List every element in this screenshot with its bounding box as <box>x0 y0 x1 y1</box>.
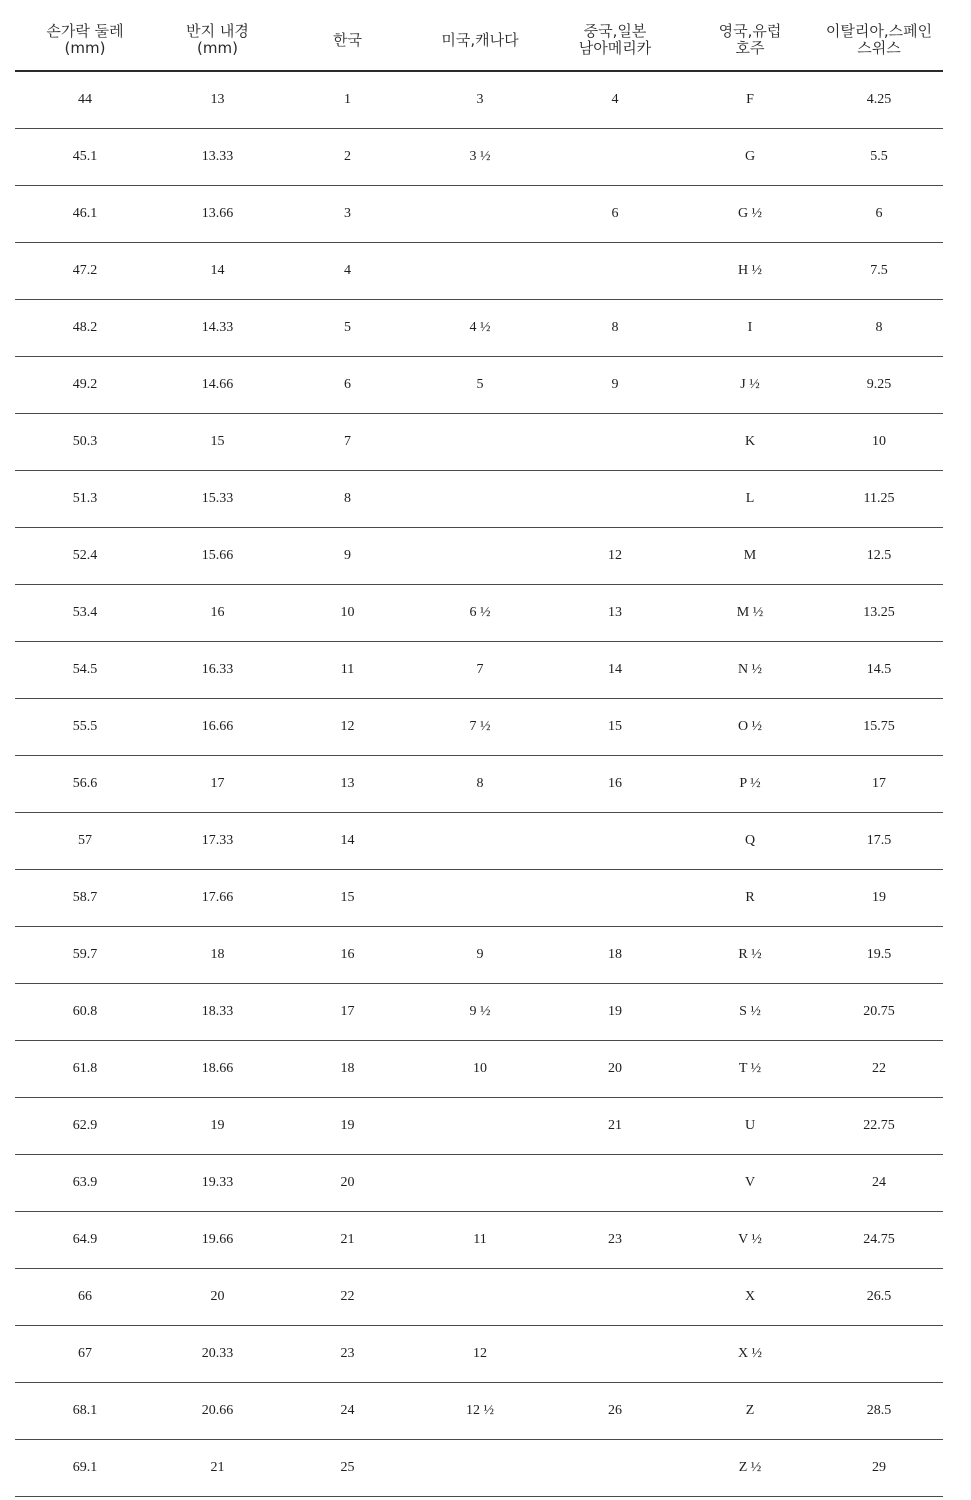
cell-uk-europe-australia: O ½ <box>685 699 815 756</box>
cell-usa-canada: 5 <box>415 357 545 414</box>
cell-uk-europe-australia: P ½ <box>685 756 815 813</box>
cell-inner-diameter: 15.66 <box>155 528 280 585</box>
cell-usa-canada: 3 ½ <box>415 129 545 186</box>
cell-inner-diameter: 18.33 <box>155 984 280 1041</box>
cell-finger-circumference: 59.7 <box>15 927 155 984</box>
cell-korea: 17 <box>280 984 415 1041</box>
cell-finger-circumference: 48.2 <box>15 300 155 357</box>
cell-china-japan-south-america <box>545 471 685 528</box>
table-row <box>15 642 943 699</box>
cell-finger-circumference: 50.3 <box>15 414 155 471</box>
cell-inner-diameter: 17.66 <box>155 870 280 927</box>
table-row <box>15 471 943 528</box>
cell-finger-circumference: 53.4 <box>15 585 155 642</box>
cell-uk-europe-australia: T ½ <box>685 1041 815 1098</box>
cell-italy-spain-switzerland: 20.75 <box>815 984 943 1041</box>
table-row <box>15 186 943 243</box>
cell-uk-europe-australia: S ½ <box>685 984 815 1041</box>
cell-inner-diameter: 16.66 <box>155 699 280 756</box>
cell-uk-europe-australia: R ½ <box>685 927 815 984</box>
cell-korea: 8 <box>280 471 415 528</box>
table-body <box>15 71 943 1497</box>
cell-china-japan-south-america <box>545 129 685 186</box>
cell-inner-diameter: 17.33 <box>155 813 280 870</box>
table-row <box>15 300 943 357</box>
cell-korea: 12 <box>280 699 415 756</box>
cell-korea: 9 <box>280 528 415 585</box>
cell-finger-circumference: 69.1 <box>15 1440 155 1497</box>
cell-usa-canada <box>415 186 545 243</box>
cell-usa-canada <box>415 1155 545 1212</box>
cell-italy-spain-switzerland: 14.5 <box>815 642 943 699</box>
cell-usa-canada: 6 ½ <box>415 585 545 642</box>
cell-uk-europe-australia: X <box>685 1269 815 1326</box>
cell-korea: 7 <box>280 414 415 471</box>
header-finger-circumference: 손가락 둘레 (mm) <box>15 10 155 71</box>
cell-italy-spain-switzerland: 17 <box>815 756 943 813</box>
cell-usa-canada <box>415 813 545 870</box>
cell-italy-spain-switzerland: 4.25 <box>815 71 943 129</box>
cell-china-japan-south-america: 26 <box>545 1383 685 1440</box>
cell-uk-europe-australia: I <box>685 300 815 357</box>
cell-italy-spain-switzerland: 24.75 <box>815 1212 943 1269</box>
cell-inner-diameter: 18.66 <box>155 1041 280 1098</box>
header-china-japan-south-america: 중국,일본 남아메리카 <box>545 10 685 71</box>
table-row <box>15 1041 943 1098</box>
header-italy-spain-switzerland: 이탈리아,스페인 스위스 <box>815 10 943 71</box>
cell-usa-canada <box>415 870 545 927</box>
cell-china-japan-south-america: 14 <box>545 642 685 699</box>
table-row <box>15 1269 943 1326</box>
table-row <box>15 1155 943 1212</box>
cell-usa-canada: 10 <box>415 1041 545 1098</box>
cell-korea: 10 <box>280 585 415 642</box>
cell-inner-diameter: 19 <box>155 1098 280 1155</box>
cell-usa-canada: 9 ½ <box>415 984 545 1041</box>
table-row <box>15 528 943 585</box>
cell-inner-diameter: 20 <box>155 1269 280 1326</box>
cell-finger-circumference: 52.4 <box>15 528 155 585</box>
cell-uk-europe-australia: Z ½ <box>685 1440 815 1497</box>
cell-italy-spain-switzerland: 13.25 <box>815 585 943 642</box>
cell-china-japan-south-america <box>545 813 685 870</box>
cell-korea: 19 <box>280 1098 415 1155</box>
cell-finger-circumference: 51.3 <box>15 471 155 528</box>
cell-italy-spain-switzerland: 17.5 <box>815 813 943 870</box>
cell-china-japan-south-america: 21 <box>545 1098 685 1155</box>
cell-finger-circumference: 61.8 <box>15 1041 155 1098</box>
cell-usa-canada <box>415 528 545 585</box>
cell-finger-circumference: 44 <box>15 71 155 129</box>
cell-uk-europe-australia: J ½ <box>685 357 815 414</box>
cell-italy-spain-switzerland: 26.5 <box>815 1269 943 1326</box>
table-row <box>15 1326 943 1383</box>
cell-uk-europe-australia: K <box>685 414 815 471</box>
cell-inner-diameter: 16.33 <box>155 642 280 699</box>
cell-finger-circumference: 67 <box>15 1326 155 1383</box>
cell-finger-circumference: 66 <box>15 1269 155 1326</box>
cell-finger-circumference: 49.2 <box>15 357 155 414</box>
cell-china-japan-south-america <box>545 414 685 471</box>
cell-korea: 13 <box>280 756 415 813</box>
cell-korea: 4 <box>280 243 415 300</box>
cell-inner-diameter: 14.33 <box>155 300 280 357</box>
cell-korea: 3 <box>280 186 415 243</box>
cell-usa-canada: 7 ½ <box>415 699 545 756</box>
cell-china-japan-south-america <box>545 1326 685 1383</box>
table-row <box>15 1098 943 1155</box>
cell-korea: 2 <box>280 129 415 186</box>
cell-usa-canada: 12 <box>415 1326 545 1383</box>
cell-italy-spain-switzerland: 19.5 <box>815 927 943 984</box>
header-usa-canada: 미국,캐나다 <box>415 10 545 71</box>
cell-italy-spain-switzerland: 5.5 <box>815 129 943 186</box>
cell-china-japan-south-america: 13 <box>545 585 685 642</box>
table-row <box>15 1440 943 1497</box>
cell-italy-spain-switzerland: 28.5 <box>815 1383 943 1440</box>
cell-inner-diameter: 15 <box>155 414 280 471</box>
table-row <box>15 71 943 129</box>
cell-korea: 24 <box>280 1383 415 1440</box>
cell-finger-circumference: 54.5 <box>15 642 155 699</box>
cell-italy-spain-switzerland <box>815 1326 943 1383</box>
header-korea: 한국 <box>280 10 415 71</box>
cell-uk-europe-australia: H ½ <box>685 243 815 300</box>
cell-korea: 1 <box>280 71 415 129</box>
cell-uk-europe-australia: X ½ <box>685 1326 815 1383</box>
cell-finger-circumference: 60.8 <box>15 984 155 1041</box>
table-row <box>15 414 943 471</box>
cell-inner-diameter: 13.33 <box>155 129 280 186</box>
cell-inner-diameter: 17 <box>155 756 280 813</box>
cell-italy-spain-switzerland: 15.75 <box>815 699 943 756</box>
cell-uk-europe-australia: M ½ <box>685 585 815 642</box>
cell-korea: 18 <box>280 1041 415 1098</box>
cell-uk-europe-australia: U <box>685 1098 815 1155</box>
cell-usa-canada: 12 ½ <box>415 1383 545 1440</box>
cell-usa-canada: 7 <box>415 642 545 699</box>
table-row <box>15 243 943 300</box>
cell-korea: 23 <box>280 1326 415 1383</box>
cell-china-japan-south-america: 8 <box>545 300 685 357</box>
cell-italy-spain-switzerland: 22.75 <box>815 1098 943 1155</box>
cell-china-japan-south-america: 20 <box>545 1041 685 1098</box>
cell-korea: 14 <box>280 813 415 870</box>
cell-inner-diameter: 21 <box>155 1440 280 1497</box>
table-row <box>15 756 943 813</box>
cell-uk-europe-australia: G ½ <box>685 186 815 243</box>
cell-china-japan-south-america <box>545 1155 685 1212</box>
cell-finger-circumference: 47.2 <box>15 243 155 300</box>
cell-korea: 11 <box>280 642 415 699</box>
cell-china-japan-south-america: 23 <box>545 1212 685 1269</box>
cell-inner-diameter: 20.33 <box>155 1326 280 1383</box>
table-row <box>15 984 943 1041</box>
cell-finger-circumference: 58.7 <box>15 870 155 927</box>
cell-italy-spain-switzerland: 12.5 <box>815 528 943 585</box>
cell-uk-europe-australia: R <box>685 870 815 927</box>
cell-italy-spain-switzerland: 24 <box>815 1155 943 1212</box>
cell-inner-diameter: 14.66 <box>155 357 280 414</box>
cell-usa-canada <box>415 414 545 471</box>
cell-china-japan-south-america <box>545 870 685 927</box>
cell-italy-spain-switzerland: 22 <box>815 1041 943 1098</box>
cell-korea: 25 <box>280 1440 415 1497</box>
cell-inner-diameter: 15.33 <box>155 471 280 528</box>
table-row <box>15 699 943 756</box>
cell-uk-europe-australia: L <box>685 471 815 528</box>
cell-italy-spain-switzerland: 11.25 <box>815 471 943 528</box>
cell-italy-spain-switzerland: 29 <box>815 1440 943 1497</box>
cell-usa-canada: 8 <box>415 756 545 813</box>
table-row <box>15 357 943 414</box>
header-uk-europe-australia: 영국,유럽 호주 <box>685 10 815 71</box>
cell-china-japan-south-america <box>545 1440 685 1497</box>
cell-china-japan-south-america <box>545 1269 685 1326</box>
table-row <box>15 927 943 984</box>
cell-uk-europe-australia: V <box>685 1155 815 1212</box>
cell-korea: 22 <box>280 1269 415 1326</box>
cell-korea: 16 <box>280 927 415 984</box>
cell-uk-europe-australia: Z <box>685 1383 815 1440</box>
cell-finger-circumference: 62.9 <box>15 1098 155 1155</box>
cell-finger-circumference: 63.9 <box>15 1155 155 1212</box>
cell-china-japan-south-america: 16 <box>545 756 685 813</box>
cell-china-japan-south-america <box>545 243 685 300</box>
cell-finger-circumference: 46.1 <box>15 186 155 243</box>
cell-usa-canada <box>415 1440 545 1497</box>
cell-italy-spain-switzerland: 10 <box>815 414 943 471</box>
cell-inner-diameter: 13 <box>155 71 280 129</box>
cell-italy-spain-switzerland: 6 <box>815 186 943 243</box>
cell-finger-circumference: 64.9 <box>15 1212 155 1269</box>
cell-korea: 15 <box>280 870 415 927</box>
cell-uk-europe-australia: F <box>685 71 815 129</box>
cell-uk-europe-australia: V ½ <box>685 1212 815 1269</box>
table-row <box>15 870 943 927</box>
table-row <box>15 585 943 642</box>
cell-china-japan-south-america: 6 <box>545 186 685 243</box>
ring-size-table <box>15 10 943 1497</box>
cell-finger-circumference: 55.5 <box>15 699 155 756</box>
cell-usa-canada <box>415 471 545 528</box>
cell-uk-europe-australia: M <box>685 528 815 585</box>
table-row <box>15 1383 943 1440</box>
cell-italy-spain-switzerland: 7.5 <box>815 243 943 300</box>
table-row <box>15 813 943 870</box>
header-inner-diameter: 반지 내경 (mm) <box>155 10 280 71</box>
cell-italy-spain-switzerland: 8 <box>815 300 943 357</box>
cell-china-japan-south-america: 15 <box>545 699 685 756</box>
table-row <box>15 129 943 186</box>
cell-inner-diameter: 20.66 <box>155 1383 280 1440</box>
cell-korea: 5 <box>280 300 415 357</box>
cell-inner-diameter: 13.66 <box>155 186 280 243</box>
header-row <box>15 10 943 71</box>
cell-usa-canada: 3 <box>415 71 545 129</box>
cell-usa-canada: 4 ½ <box>415 300 545 357</box>
cell-china-japan-south-america: 4 <box>545 71 685 129</box>
table-row <box>15 1212 943 1269</box>
cell-korea: 21 <box>280 1212 415 1269</box>
cell-usa-canada: 11 <box>415 1212 545 1269</box>
cell-finger-circumference: 56.6 <box>15 756 155 813</box>
cell-inner-diameter: 14 <box>155 243 280 300</box>
cell-china-japan-south-america: 19 <box>545 984 685 1041</box>
cell-uk-europe-australia: N ½ <box>685 642 815 699</box>
cell-usa-canada <box>415 1269 545 1326</box>
cell-usa-canada <box>415 1098 545 1155</box>
cell-usa-canada: 9 <box>415 927 545 984</box>
cell-finger-circumference: 68.1 <box>15 1383 155 1440</box>
cell-china-japan-south-america: 12 <box>545 528 685 585</box>
cell-inner-diameter: 18 <box>155 927 280 984</box>
cell-finger-circumference: 45.1 <box>15 129 155 186</box>
cell-usa-canada <box>415 243 545 300</box>
cell-uk-europe-australia: Q <box>685 813 815 870</box>
cell-italy-spain-switzerland: 9.25 <box>815 357 943 414</box>
cell-italy-spain-switzerland: 19 <box>815 870 943 927</box>
cell-china-japan-south-america: 18 <box>545 927 685 984</box>
cell-uk-europe-australia: G <box>685 129 815 186</box>
cell-finger-circumference: 57 <box>15 813 155 870</box>
cell-korea: 20 <box>280 1155 415 1212</box>
cell-inner-diameter: 19.33 <box>155 1155 280 1212</box>
cell-inner-diameter: 19.66 <box>155 1212 280 1269</box>
cell-inner-diameter: 16 <box>155 585 280 642</box>
cell-korea: 6 <box>280 357 415 414</box>
cell-china-japan-south-america: 9 <box>545 357 685 414</box>
